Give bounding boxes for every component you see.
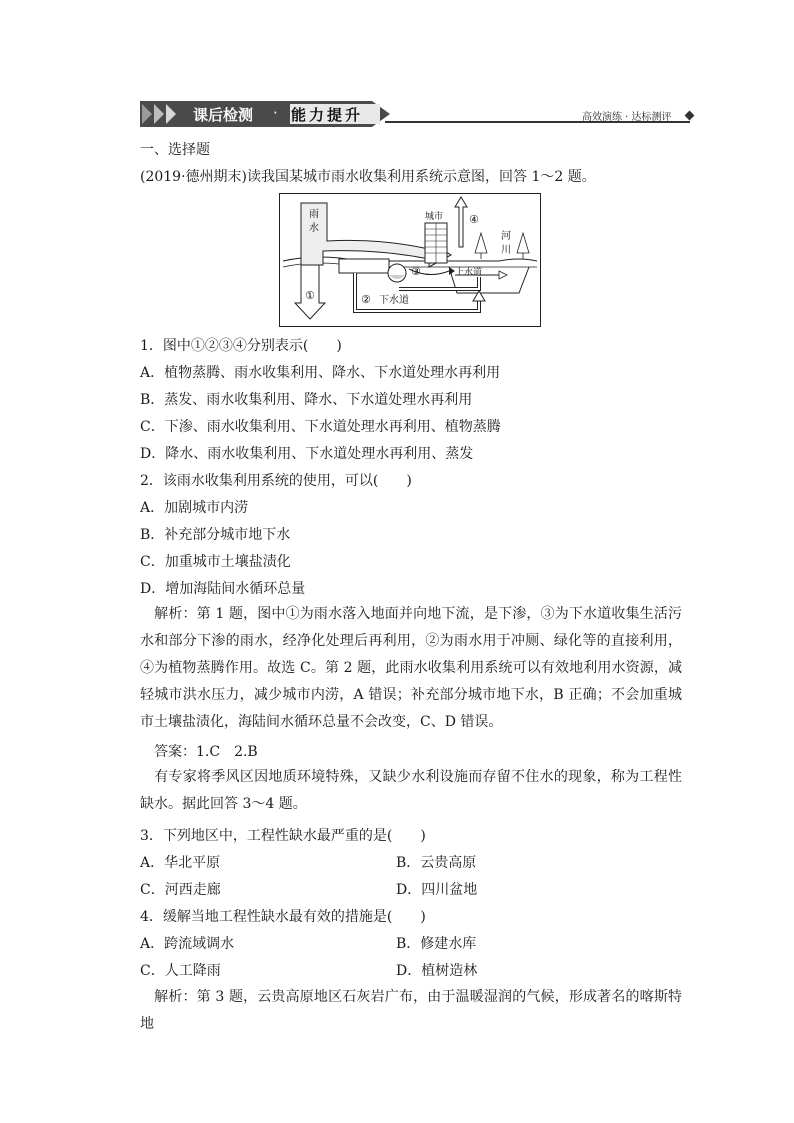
intro-question-3-4-text: 有专家将季风区因地质环境特殊，又缺少水利设施而存留不住水的现象，称为工程性缺水。据此回答 3～4 题。 bbox=[140, 769, 682, 812]
question-4-option-b: B．修建水库 bbox=[396, 936, 477, 952]
question-1-option-c: C．下渗、雨水收集利用、下水道处理水再利用、植物蒸腾 bbox=[140, 419, 501, 435]
question-1-option-a: A．植物蒸腾、雨水收集利用、降水、下水道处理水再利用 bbox=[140, 365, 501, 381]
question-2-option-c: C．加重城市土壤盐渍化 bbox=[140, 554, 291, 570]
analysis-3-4 bbox=[140, 984, 682, 1038]
diagram-marker-4: ④ bbox=[469, 213, 479, 226]
question-4-stem: 4．缓解当地工程性缺水最有效的措施是( ) bbox=[140, 909, 426, 925]
question-3-stem: 3．下列地区中，工程性缺水最严重的是( ) bbox=[140, 828, 426, 844]
analysis-1-2 bbox=[140, 601, 682, 736]
question-2-option-a: A．加剧城市内涝 bbox=[140, 500, 249, 516]
header-diamond-icon bbox=[685, 111, 695, 121]
intro-question-3-4 bbox=[140, 764, 682, 818]
question-1-stem: 1．图中①②③④分别表示( ) bbox=[140, 338, 342, 354]
answer-1-2: 答案：1.C 2.B bbox=[154, 744, 258, 760]
question-1-option-b: B．蒸发、雨水收集利用、降水、下水道处理水再利用 bbox=[140, 392, 473, 408]
rainwater-system-diagram bbox=[279, 193, 541, 327]
header-section-left: 课后检测 bbox=[193, 106, 254, 124]
question-4-option-a: A．跨流域调水 bbox=[140, 936, 235, 952]
diagram-label-sewer-up: 上水道 bbox=[455, 268, 483, 278]
question-3-option-d: D．四川盆地 bbox=[396, 882, 478, 898]
diagram-marker-3: ③ bbox=[411, 265, 421, 278]
header-section-right: 能力提升 bbox=[291, 106, 364, 124]
diagram-label-river: 川 bbox=[501, 245, 511, 256]
question-3-option-a: A．华北平原 bbox=[140, 855, 221, 871]
intro-question-1-2: (2019·德州期末)读我国某城市雨水收集利用系统示意图，回答 1～2 题。 bbox=[140, 169, 596, 185]
diagram-label-rain: 雨 bbox=[309, 209, 319, 220]
header-dot: · bbox=[273, 104, 278, 122]
diagram-label-rain: 水 bbox=[309, 223, 319, 234]
question-2-option-d: D．增加海陆间水循环总量 bbox=[140, 581, 306, 597]
diagram-marker-1: ① bbox=[305, 289, 315, 302]
header-tag: 高效演练 · 达标测评 bbox=[582, 112, 672, 123]
diagram-label-sewer-down: 下水道 bbox=[379, 295, 409, 306]
diagram-label-city: 城市 bbox=[425, 212, 444, 222]
question-3-option-b: B．云贵高原 bbox=[396, 855, 477, 871]
question-4-option-d: D．植树造林 bbox=[396, 963, 478, 979]
question-3-option-c: C．河西走廊 bbox=[140, 882, 221, 898]
analysis-3-4-text: 解析：第 3 题，云贵高原地区石灰岩广布，由于温暖湿润的气候，形成著名的喀斯特地 bbox=[140, 989, 682, 1032]
question-1-option-d: D．降水、雨水收集利用、下水道处理水再利用、蒸发 bbox=[140, 446, 474, 462]
question-2-option-b: B．补充部分城市地下水 bbox=[140, 527, 291, 543]
section-title: 一、选择题 bbox=[140, 142, 210, 158]
analysis-1-2-text: 解析：第 1 题，图中①为雨水落入地面并向地下流，是下渗，③为下水道收集生活污水和部分下渗的雨水，经净化处理后再利用，②为雨水用于冲厕、绿化等的直接利用，④为植物蒸腾作用。故选 C。第 2 题，此雨水收集利用系统可以有效地利用水资源，减轻城市洪水压力，减少城市内涝，A 错误；补充部分城市地下水，B 正确；不会加重城市土壤盐渍化，海陆间水循环总量不会改变，C、D 错误。 bbox=[140, 606, 682, 730]
diagram-marker-2: ② bbox=[361, 293, 371, 306]
diagram-label-river: 河 bbox=[501, 231, 511, 242]
question-2-stem: 2．该雨水收集利用系统的使用，可以( ) bbox=[140, 473, 412, 489]
question-4-option-c: C．人工降雨 bbox=[140, 963, 221, 979]
